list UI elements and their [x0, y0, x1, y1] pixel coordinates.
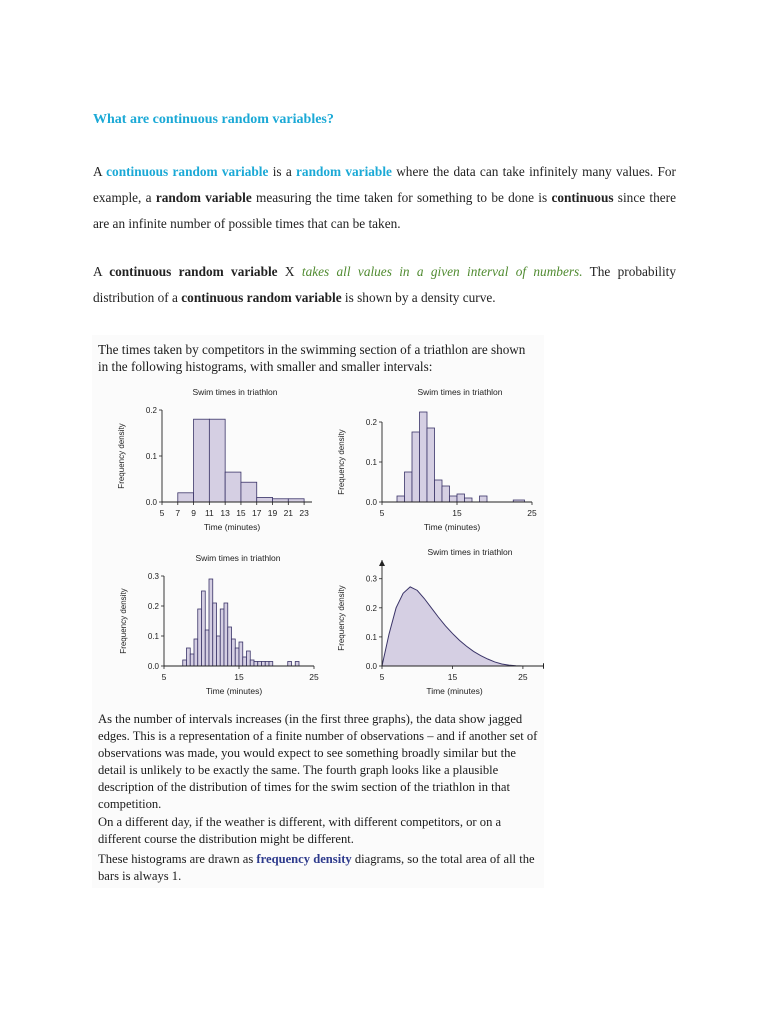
chart-title: Swim times in triathlon: [192, 387, 278, 397]
y-tick-label: 0.3: [147, 572, 159, 581]
histogram-bar: [209, 419, 225, 502]
x-tick-label: 25: [309, 672, 319, 682]
x-tick-label: 21: [283, 508, 294, 518]
x-tick-label: 25: [518, 672, 528, 682]
histogram-bar: [450, 496, 458, 502]
histogram-bar: [465, 498, 473, 502]
chart-title: Swim times in triathlon: [417, 387, 503, 397]
histogram-bar: [194, 639, 198, 666]
y-tick-label: 0.2: [145, 406, 157, 415]
chart-title: Swim times in triathlon: [427, 547, 513, 557]
histogram-bar: [183, 660, 187, 666]
histogram-bar: [202, 591, 206, 666]
histogram-bar: [187, 648, 191, 666]
x-tick-label: 11: [204, 508, 214, 518]
y-axis-label: Frequency density: [119, 588, 128, 654]
histogram-charts: [92, 379, 544, 749]
y-axis-arrow-icon: [379, 560, 385, 566]
y-tick-label: 0.3: [365, 574, 377, 584]
figure-paragraph-1: As the number of intervals increases (in the first three graphs), the data show jagged edges. This is a representation of a finite number of observations – and if another set of observations was made, you would expect to see something broadly similar but the detail is unlikely to be exactly the same. The fourth graph looks like a plausible description of the distribution of times for the swim section of the triathlon in that competition.: [98, 712, 538, 811]
histogram-bar: [198, 609, 202, 666]
y-axis-label: Frequency density: [337, 429, 346, 495]
text: since there are an infinite number of possible times that can be taken.: [93, 190, 676, 231]
histogram-bar: [295, 662, 299, 667]
y-tick-label: 0.1: [365, 458, 377, 467]
histogram-bar: [232, 639, 236, 666]
y-axis-label: Frequency density: [337, 585, 346, 651]
y-tick-label: 0.0: [145, 498, 157, 507]
histogram-bar: [288, 499, 304, 502]
histogram-bar: [405, 472, 413, 502]
x-tick-label: 15: [236, 508, 246, 518]
triathlon-figure: [92, 335, 544, 888]
x-axis-label: Time (minutes): [423, 522, 481, 532]
histogram-bar: [225, 472, 241, 502]
x-tick-label: 5: [159, 508, 165, 518]
histogram-bar: [239, 642, 243, 666]
text: A: [93, 164, 107, 179]
histogram-bar: [224, 603, 228, 666]
histogram-bar: [213, 603, 217, 666]
histogram-bar: [250, 660, 254, 666]
histogram-bar: [265, 662, 269, 667]
histogram-bar: [258, 662, 262, 667]
x-tick-label: 9: [191, 508, 196, 518]
histogram-bar: [228, 627, 232, 666]
histogram-bar: [178, 493, 194, 502]
bold-term: continuous random variable: [181, 290, 342, 305]
histogram-bar: [262, 662, 266, 667]
italic-definition: takes all values in a given interval of numbers.: [301, 264, 583, 279]
term-continuous-random-variable[interactable]: continuous random variable: [106, 164, 269, 179]
y-tick-label: 0.1: [147, 632, 159, 641]
histogram-bar: [241, 482, 257, 502]
y-tick-label: 0.1: [365, 632, 377, 642]
x-tick-label: 5: [161, 672, 167, 682]
term-frequency-density: frequency density: [256, 852, 352, 866]
y-tick-label: 0.0: [365, 662, 377, 671]
figure-paragraph-3: [98, 851, 538, 885]
histogram-bar: [190, 654, 194, 666]
x-tick-label: 17: [252, 508, 262, 518]
histogram-bar: [442, 486, 450, 502]
y-axis-label: Frequency density: [117, 423, 126, 489]
x-tick-label: 15: [452, 508, 462, 518]
y-tick-label: 0.0: [147, 662, 159, 671]
x-tick-label: 5: [379, 672, 385, 682]
histogram-bar: [257, 497, 273, 502]
figure-paragraph-2: On a different day, if the weather is different, with different competitors, or on a different course the distribution might be different.: [98, 815, 502, 846]
paragraph-density-curve: [93, 259, 676, 311]
x-tick-label: 19: [267, 508, 278, 518]
x-tick-label: 13: [220, 508, 230, 518]
x-axis-arrow-icon: [543, 663, 544, 669]
text: The probability distribution of a: [93, 264, 676, 305]
text: A: [93, 264, 110, 279]
section-heading: What are continuous random variables?: [93, 112, 334, 127]
x-axis-label: Time (minutes): [205, 686, 263, 696]
histogram-bar: [480, 496, 488, 502]
histogram-bar: [427, 428, 435, 502]
x-tick-label: 7: [175, 508, 181, 518]
text: diagrams, so the total area of all the bars is always 1.: [98, 852, 535, 883]
histogram-bar: [412, 432, 420, 502]
x-tick-label: 5: [379, 508, 385, 518]
x-tick-label: 25: [527, 508, 537, 518]
paragraph-definition: [93, 159, 676, 237]
y-tick-label: 0.2: [365, 603, 377, 613]
bold-term: continuous random variable: [109, 264, 278, 279]
histogram-bar: [269, 662, 273, 667]
text: is a: [268, 164, 297, 179]
histogram-bar: [288, 662, 292, 667]
y-tick-label: 0.1: [145, 452, 157, 461]
bold-term: continuous: [551, 190, 614, 205]
histogram-bar: [209, 579, 213, 666]
histogram-bar: [420, 412, 428, 502]
histogram-bar: [235, 648, 239, 666]
histogram-bar: [435, 480, 443, 502]
histogram-bar: [220, 609, 224, 666]
figure-intro: The times taken by competitors in the swimming section of a triathlon are shown in the following histograms, with smaller and smaller intervals:: [98, 342, 526, 374]
x-tick-label: 15: [234, 672, 244, 682]
chart-title: Swim times in triathlon: [195, 553, 281, 563]
histogram-bar: [457, 494, 465, 502]
histogram-bar: [273, 499, 289, 502]
text: These histograms are drawn as: [98, 852, 257, 866]
histogram-bar: [217, 636, 221, 666]
histogram-bar: [205, 630, 209, 666]
text: where the data can take infinitely many values. For example, a: [93, 164, 676, 205]
text: X: [277, 264, 302, 279]
y-tick-label: 0.0: [365, 498, 377, 507]
histogram-bar: [247, 651, 251, 666]
x-tick-label: 23: [299, 508, 309, 518]
x-axis-label: Time (minutes): [203, 522, 261, 532]
text: measuring the time taken for something to be done is: [251, 190, 552, 205]
histogram-bar: [194, 419, 210, 502]
bold-term: random variable: [155, 190, 252, 205]
histogram-bar: [397, 496, 405, 502]
x-axis-label: Time (minutes): [426, 686, 483, 696]
density-curve: [382, 587, 523, 666]
text: is shown by a density curve.: [341, 290, 496, 305]
histogram-bar: [243, 657, 247, 666]
y-tick-label: 0.2: [365, 418, 377, 427]
term-random-variable[interactable]: random variable: [296, 164, 392, 179]
histogram-bar: [254, 662, 258, 667]
y-tick-label: 0.2: [147, 602, 159, 611]
x-tick-label: 15: [447, 672, 458, 682]
